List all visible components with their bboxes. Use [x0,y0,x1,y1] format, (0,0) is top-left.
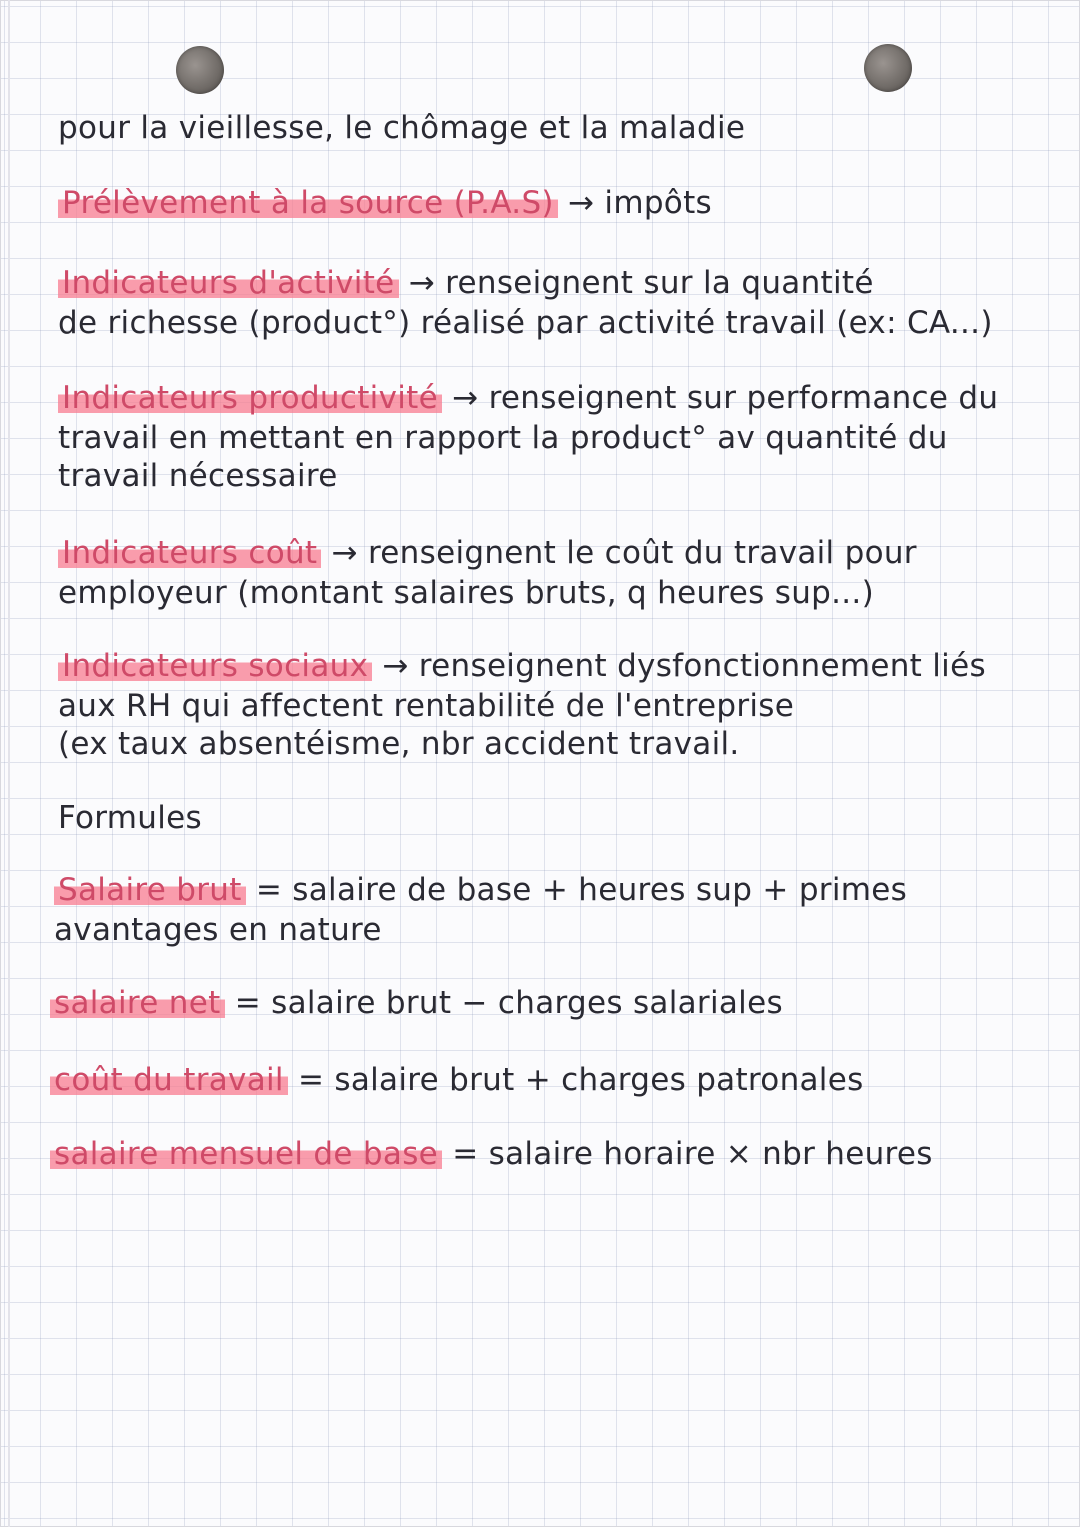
note-item-cout [58,535,917,571]
highlighted-term: salaire net [50,985,225,1021]
note-item-sociaux-cont2 [58,726,740,762]
definition-text: employeur (montant salaires bruts, q heures sup...) [58,575,874,611]
definition-text: → renseignent le coût du travail pour [331,535,917,571]
punch-hole-left [176,46,224,94]
definition-text: → impôts [567,185,712,221]
highlighted-term: coût du travail [50,1062,288,1098]
section-title: Formules [58,800,202,836]
note-item-productivite-cont1 [58,420,948,456]
definition-text: → renseignent sur la quantité [408,265,874,301]
note-item-sociaux [58,648,986,684]
punch-hole-right [864,44,912,92]
note-item-pas [58,185,712,221]
highlighted-term: Salaire brut [54,872,246,908]
definition-text: → renseignent sur performance du [452,380,999,416]
intro-text: pour la vieillesse, le chômage et la maladie [58,110,746,146]
page-edge [8,0,10,1527]
highlighted-term: Indicateurs d'activité [58,265,399,301]
note-item-cout-cont [58,575,874,611]
formula-text: = salaire brut − charges salariales [234,985,783,1021]
formula-text: = salaire de base + heures sup + primes [255,872,908,908]
formula-salaire-mensuel [50,1136,933,1172]
note-item-productivite [58,380,998,416]
formula-text: = salaire brut + charges patronales [297,1062,864,1098]
formula-salaire-net [50,985,783,1021]
definition-text: de richesse (product°) réalisé par activité travail (ex: CA...) [58,305,993,341]
note-line-intro [58,110,745,146]
highlighted-term: salaire mensuel de base [50,1136,442,1172]
highlighted-term: Indicateurs coût [58,535,321,571]
definition-text: (ex taux absentéisme, nbr accident travail. [58,726,740,762]
formules-heading [58,800,202,836]
definition-text: → renseignent dysfonctionnement liés [382,648,986,684]
highlighted-term: Prélèvement à la source (P.A.S) [58,185,558,221]
definition-text: aux RH qui affectent rentabilité de l'entreprise [58,688,795,724]
formula-text: avantages en nature [54,912,382,948]
definition-text: travail en mettant en rapport la product° av quantité du [58,420,948,456]
formula-cout-travail [50,1062,864,1098]
definition-text: travail nécessaire [58,458,338,494]
note-item-sociaux-cont1 [58,688,794,724]
note-item-activite-cont [58,305,993,341]
formula-text: = salaire horaire × nbr heures [452,1136,933,1172]
note-item-productivite-cont2 [58,458,338,494]
note-item-activite [58,265,874,301]
formula-salaire-brut-cont [54,912,382,948]
highlighted-term: Indicateurs sociaux [58,648,372,684]
highlighted-term: Indicateurs productivité [58,380,442,416]
formula-salaire-brut [54,872,907,908]
